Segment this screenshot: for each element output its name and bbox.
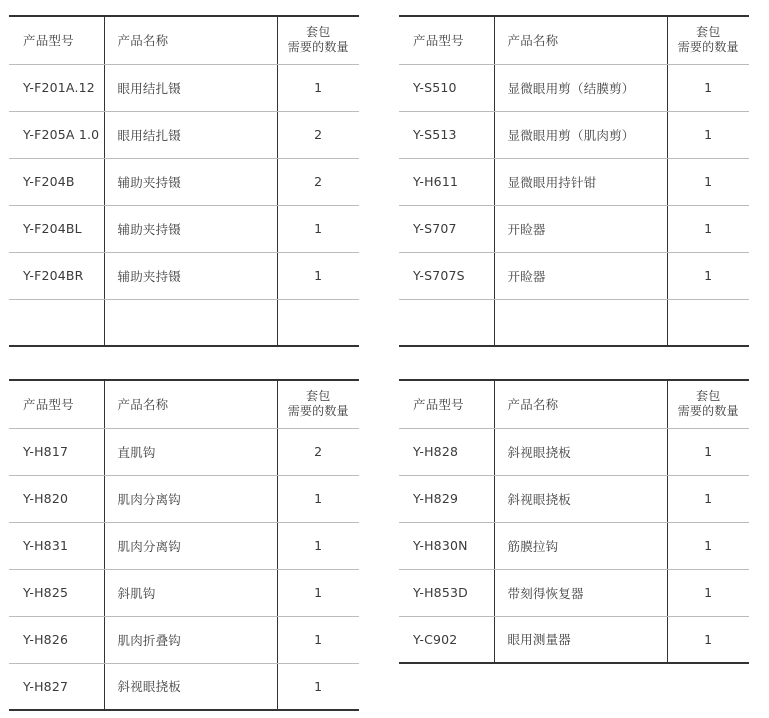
cell-qty: 1 [667,428,749,475]
table-row [399,205,749,252]
cell-qty: 1 [277,616,359,663]
header-qty-line1: 套包 [306,389,331,404]
cell-qty: 1 [667,569,749,616]
cell-model: Y-S707 [399,205,494,252]
cell-name: 开睑器 [494,205,667,252]
cell-name: 辅助夹持镊 [104,205,277,252]
cell-name: 带刻得恢复器 [494,569,667,616]
cell-name: 显微眼用持针钳 [494,158,667,205]
cell-name: 眼用结扎镊 [104,111,277,158]
table-row [399,428,749,475]
cell-name: 斜视眼挠板 [104,663,277,710]
cell-model: Y-H827 [23,678,69,694]
table-header-row [9,380,359,428]
cell-qty: 1 [667,205,749,252]
header-qty-line2: 需要的数量 [677,40,739,55]
cell-name: 眼用结扎镊 [104,64,277,111]
cell-name: 显微眼用剪（肌肉剪） [494,111,667,158]
cell-name: 肌肉折叠钩 [104,616,277,663]
table-header-row [399,380,749,428]
cell-model: Y-H831 [9,522,104,569]
header-model: 产品型号 [9,16,104,64]
cell-model [399,299,494,346]
table-header-row [9,16,359,64]
product-table-1 [9,15,359,347]
header-name: 产品名称 [494,380,667,428]
table-row-empty [399,299,749,346]
cell-model: Y-H853D [399,569,494,616]
cell-name: 眼用测量器 [494,616,667,663]
cell-name: 斜视眼挠板 [494,428,667,475]
product-table-4 [399,379,749,664]
table-row [399,616,749,663]
header-model: 产品型号 [399,380,494,428]
cell-model: Y-C902 [413,631,458,647]
table-row [9,663,359,710]
table-row [9,475,359,522]
cell-model [9,299,104,346]
cell-name: 肌肉分离钩 [104,475,277,522]
header-model: 产品型号 [9,380,104,428]
table-row [9,569,359,616]
cell-model: Y-H825 [9,569,104,616]
cell-qty: 1 [667,475,749,522]
table-row [9,205,359,252]
cell-model: Y-F205A 1.0 [9,111,104,158]
cell-name: 显微眼用剪（结膜剪） [494,64,667,111]
cell-name: 开睑器 [494,252,667,299]
cell-model: Y-S513 [399,111,494,158]
header-name: 产品名称 [104,380,277,428]
table-row [9,616,359,663]
cell-model: Y-S707S [399,252,494,299]
table-row [399,111,749,158]
header-qty-line1: 套包 [696,25,721,40]
cell-qty: 1 [667,252,749,299]
cell-name: 辅助夹持镊 [104,252,277,299]
table-row [9,158,359,205]
header-qty [277,16,359,64]
cell-qty: 2 [277,111,359,158]
table-row [399,64,749,111]
cell-name [104,299,277,346]
table-row [399,475,749,522]
cell-name: 斜肌钩 [104,569,277,616]
cell-name: 斜视眼挠板 [494,475,667,522]
cell-model: Y-F201A.12 [9,64,104,111]
cell-qty: 1 [667,64,749,111]
table-row-empty [9,299,359,346]
header-qty-line1: 套包 [306,25,331,40]
cell-model: Y-H829 [399,475,494,522]
cell-qty: 1 [277,663,359,710]
cell-model: Y-H830N [399,522,494,569]
table-row [399,252,749,299]
header-qty [667,380,749,428]
cell-model: Y-H826 [9,616,104,663]
header-qty-line2: 需要的数量 [287,40,349,55]
table-header-row [399,16,749,64]
cell-qty: 1 [667,111,749,158]
table-row [399,569,749,616]
header-qty-line2: 需要的数量 [287,404,349,419]
cell-model: Y-H817 [9,428,104,475]
cell-name: 筋膜拉钩 [494,522,667,569]
cell-qty [277,299,359,346]
table-row [9,64,359,111]
product-table-3 [9,379,359,711]
cell-qty: 1 [277,569,359,616]
cell-name [494,299,667,346]
table-row [9,522,359,569]
cell-model: Y-H828 [399,428,494,475]
header-qty [667,16,749,64]
header-qty-line2: 需要的数量 [677,404,739,419]
cell-qty: 1 [277,252,359,299]
header-qty-line1: 套包 [696,389,721,404]
cell-name: 直肌钩 [104,428,277,475]
cell-qty: 1 [277,522,359,569]
cell-model: Y-S510 [399,64,494,111]
cell-model: Y-F204B [9,158,104,205]
header-name: 产品名称 [494,16,667,64]
product-table-2 [399,15,749,347]
cell-qty: 1 [667,522,749,569]
header-name: 产品名称 [104,16,277,64]
cell-model: Y-H820 [9,475,104,522]
header-model: 产品型号 [399,16,494,64]
cell-qty: 2 [277,428,359,475]
cell-model: Y-F204BR [9,252,104,299]
cell-qty: 2 [277,158,359,205]
cell-model: Y-H611 [399,158,494,205]
cell-qty: 1 [277,475,359,522]
cell-qty: 1 [667,616,749,663]
cell-qty: 1 [277,64,359,111]
cell-name: 辅助夹持镊 [104,158,277,205]
table-row [399,158,749,205]
cell-qty: 1 [277,205,359,252]
header-qty [277,380,359,428]
cell-qty: 1 [667,158,749,205]
table-row [9,428,359,475]
cell-model: Y-F204BL [9,205,104,252]
table-row [9,252,359,299]
cell-name: 肌肉分离钩 [104,522,277,569]
cell-qty [667,299,749,346]
table-row [9,111,359,158]
table-row [399,522,749,569]
